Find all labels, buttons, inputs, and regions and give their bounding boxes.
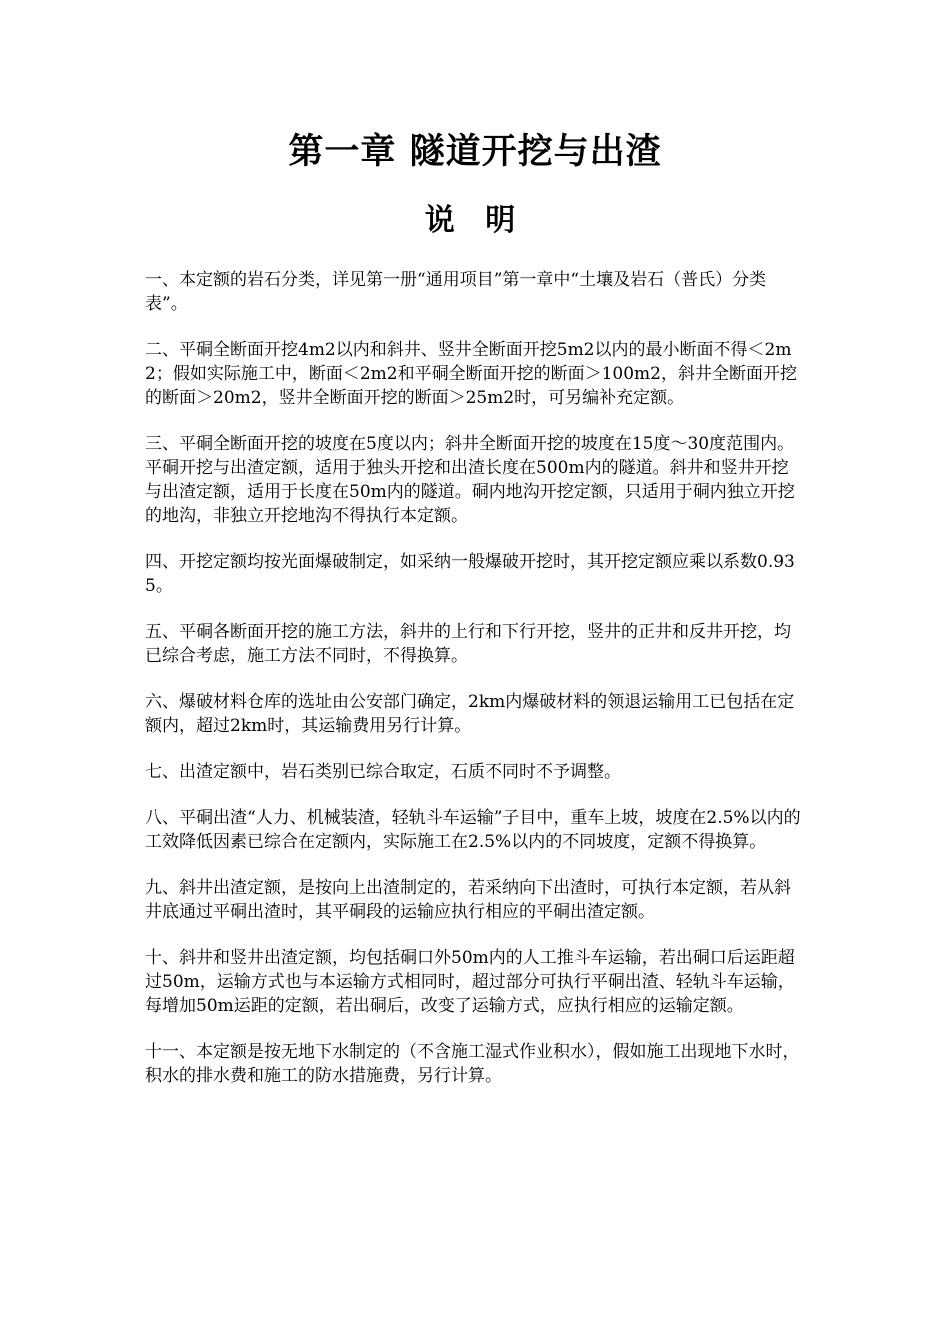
paragraph-8: 八、平硐出渣“人力、机械装渣，轻轨斗车运输”子目中，重车上坡，坡度在2.5%以内的工效降低因素已综合在定额内，实际施工在2.5%以内的不同坡度，定额不得换算。: [145, 808, 801, 852]
chapter-title: 第一章 隧道开挖与出渣: [288, 132, 662, 172]
paragraph-3: 三、平硐全断面开挖的坡度在5度以内；斜井全断面开挖的坡度在15度～30度范围内。平硐开挖与出渣定额，适用于独头开挖和出渣长度在500m内的隧道。斜井和竖井开挖与出渣定额，适用于长度在50m内的隧道。硐内地沟开挖定额，只适用于硐内独立开挖的地沟，非独立开挖地沟不得执行本定额。: [145, 434, 795, 526]
paragraph-2: 二、平硐全断面开挖4m2以内和斜井、竖井全断面开挖5m2以内的最小断面不得＜2m2；假如实际施工中，断面＜2m2和平硐全断面开挖的断面＞100m2，斜井全断面开挖的断面＞20m2，竖井全断面开挖的断面＞25m2时，可另编补充定额。: [145, 340, 797, 408]
section-title: 说 明: [424, 203, 526, 238]
paragraph-9: 九、斜井出渣定额，是按向上出渣制定的，若采纳向下出渣时，可执行本定额，若从斜井底通过平硐出渣时，其平硐段的运输应执行相应的平硐出渣定额。: [145, 878, 791, 922]
paragraph-11: 十一、本定额是按无地下水制定的（不含施工湿式作业积水），假如施工出现地下水时，积水的排水费和施工的防水措施费，另行计算。: [145, 1042, 800, 1086]
paragraph-4: 四、开挖定额均按光面爆破制定，如采纳一般爆破开挖时，其开挖定额应乘以系数0.935。: [145, 552, 795, 596]
paragraph-7: 七、出渣定额中，岩石类别已综合取定，石质不同时不予调整。: [145, 762, 621, 782]
paragraph-5: 五、平硐各断面开挖的施工方法，斜井的上行和下行开挖，竖井的正井和反井开挖，均已综合考虑，施工方法不同时，不得换算。: [145, 622, 791, 666]
document-body: [145, 268, 805, 1110]
paragraph-1: 一、本定额的岩石分类，详见第一册“通用项目”第一章中“土壤及岩石（普氏）分类表”。: [145, 270, 767, 314]
paragraph-10: 十、斜井和竖井出渣定额，均包括硐口外50m内的人工推斗车运输，若出硐口后运距超过50m，运输方式也与本运输方式相同时，超过部分可执行平硐出渣、轻轨斗车运输，每增加50m运距的定额，若出硐后，改变了运输方式，应执行相应的运输定额。: [145, 948, 795, 1016]
paragraph-6: 六、爆破材料仓库的选址由公安部门确定，2km内爆破材料的领退运输用工已包括在定额内，超过2km时，其运输费用另行计算。: [145, 692, 795, 736]
